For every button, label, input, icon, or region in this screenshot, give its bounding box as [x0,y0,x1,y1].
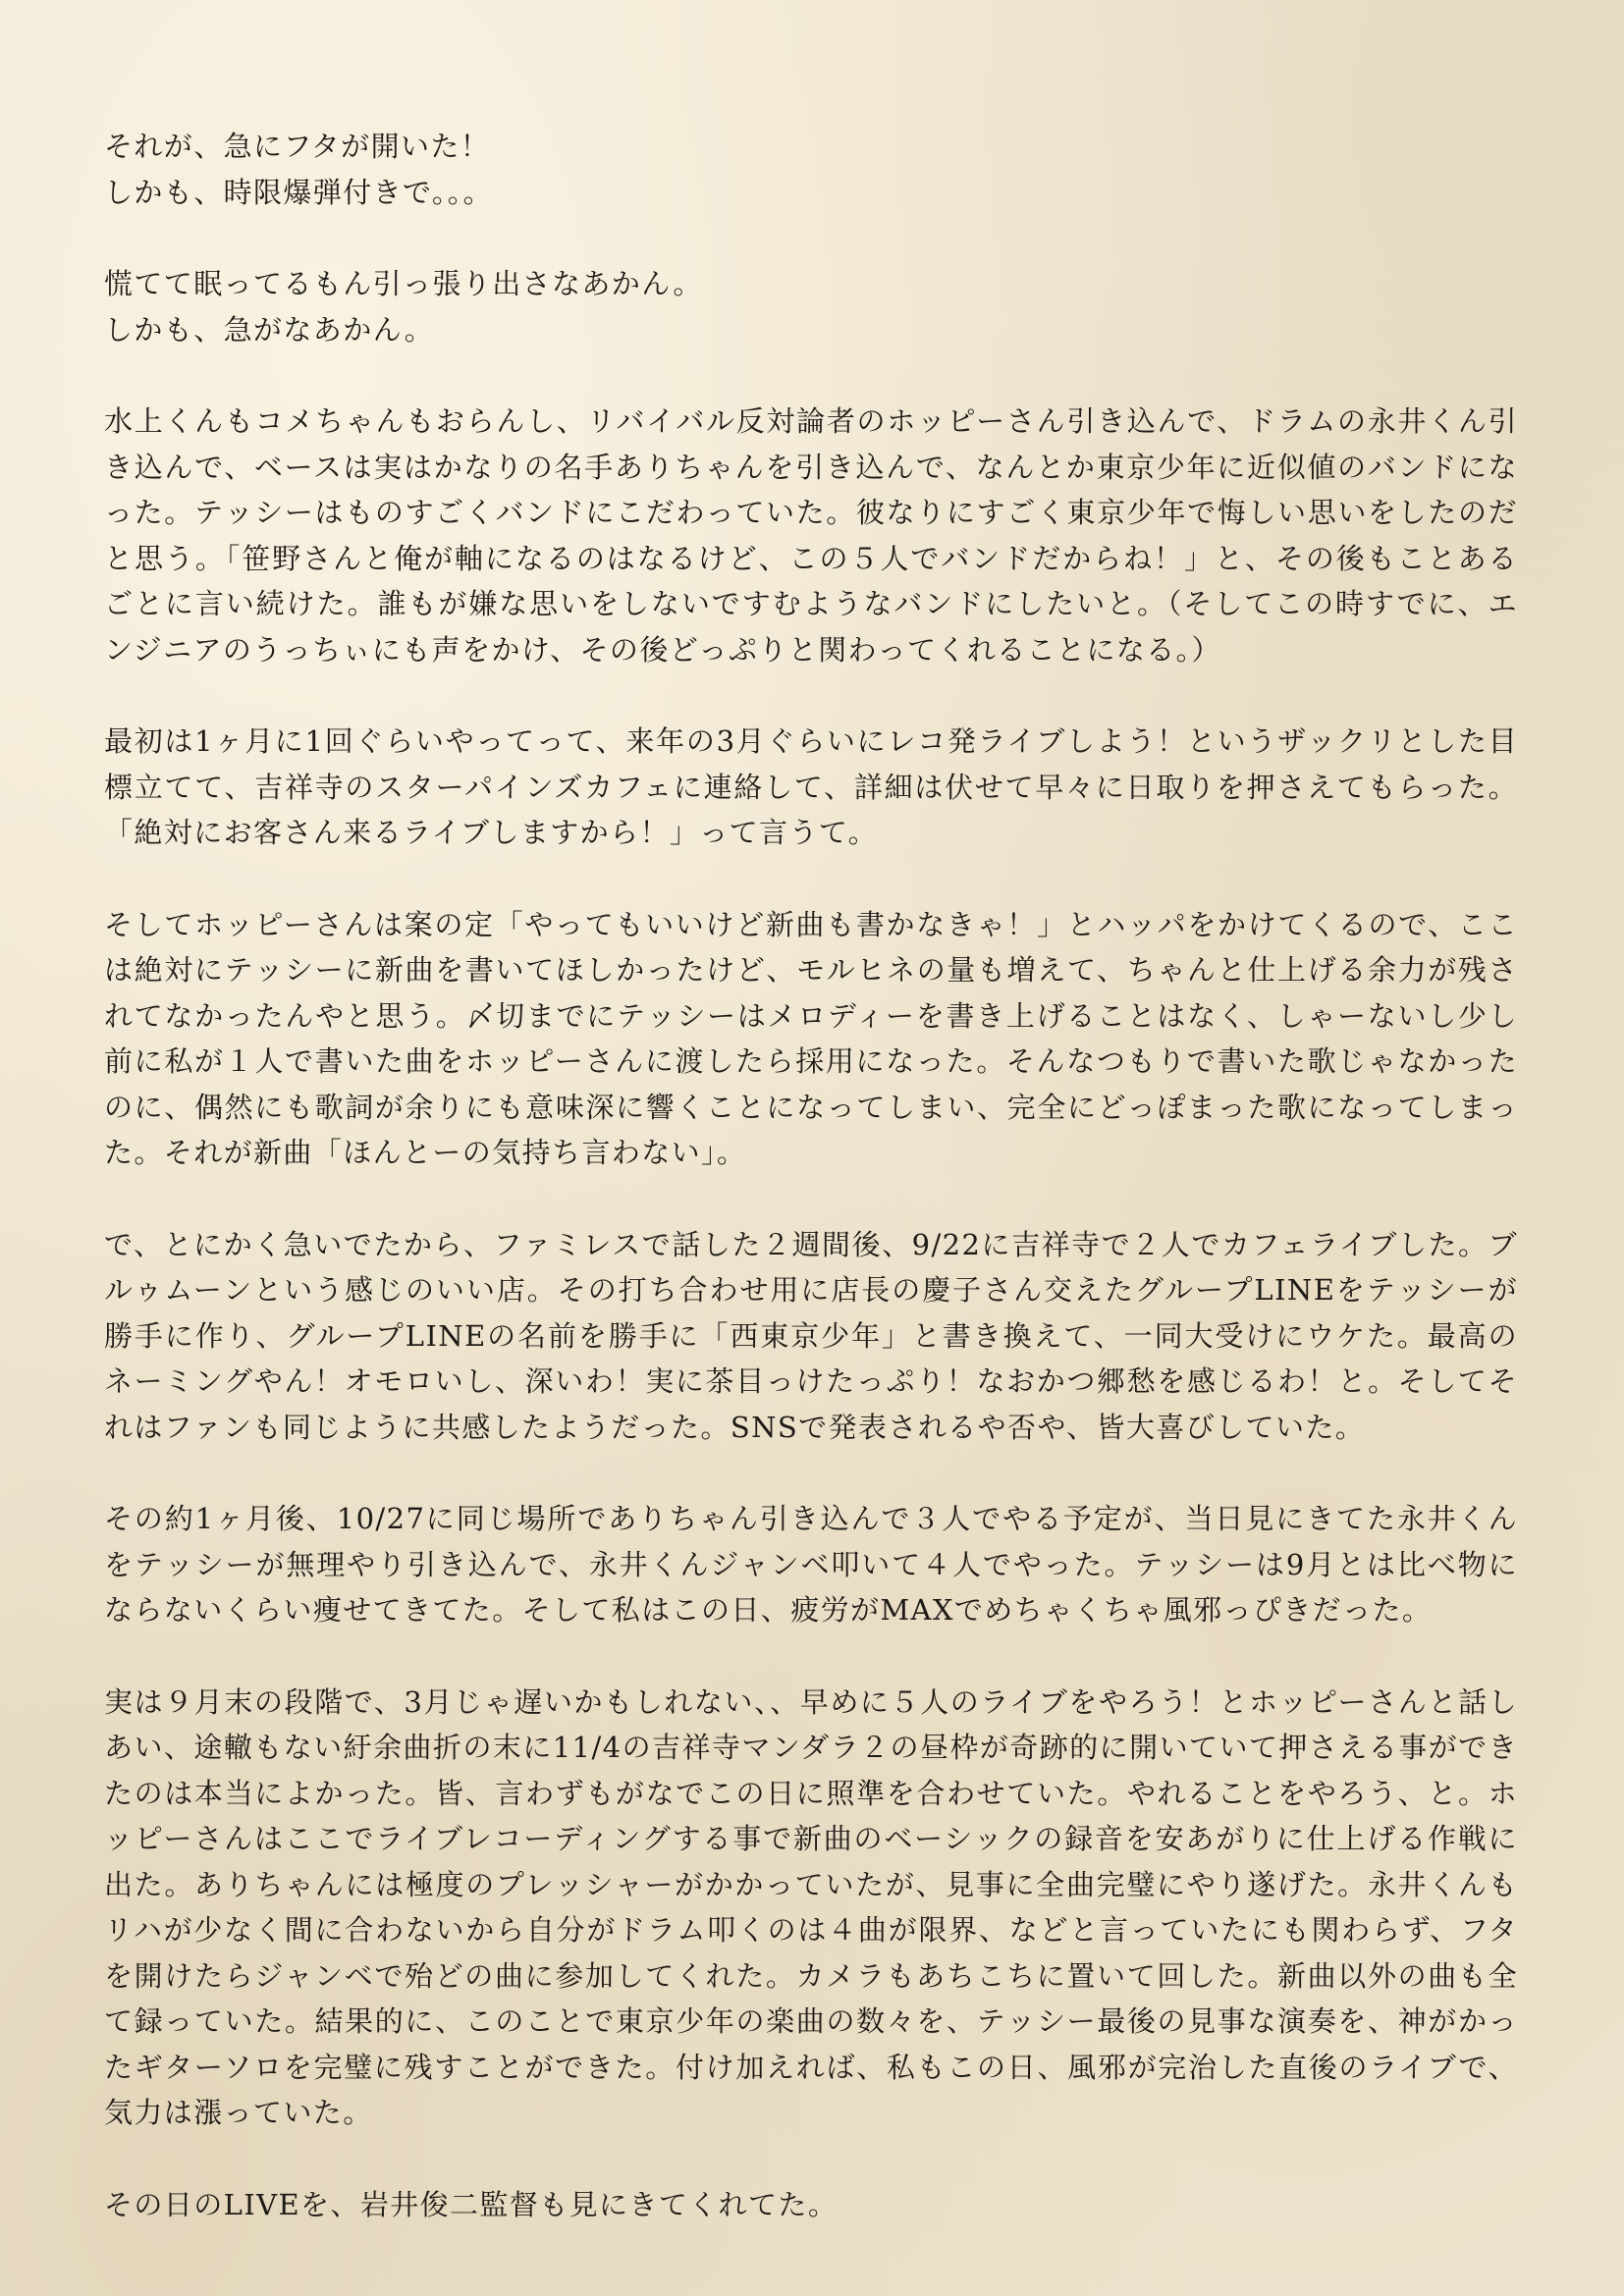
paragraph-3: 水上くんもコメちゃんもおらんし、リバイバル反対論者のホッピーさん引き込んで、ドラムの永井くん引き込んで、ベースは実はかなりの名手ありちゃんを引き込んで、なんとか東京少年に近似値のバンドになった。テッシーはものすごくバンドにこだわっていた。彼なりにすごく東京少年で悔しい思いをしたのだと思う。「笹野さんと俺が軸になるのはなるけど、この５人でバンドだからね！」と、その後もことあるごとに言い続けた。誰もが嫌な思いをしないですむようなバンドにしたいと。（そしてこの時すでに、エンジニアのうっちぃにも声をかけ、その後どっぷりと関わってくれることになる。） [104,404,1518,667]
paragraph-6: で、とにかく急いでたから、ファミレスで話した２週間後、9/22に吉祥寺で２人でカフェライブした。ブルゥムーンという感じのいい店。その打ち合わせ用に店長の慶子さん交えたグループLINEをテッシーが勝手に作り、グループLINEの名前を勝手に「西東京少年」と書き換えて、一同大受けにウケた。最高のネーミングやん！オモロいし、深いわ！実に茶目っけたっぷり！なおかつ郷愁を感じるわ！と。そしてそれはファンも同じように共感したようだった。SNSで発表されるや否や、皆大喜びしていた。 [104,1227,1518,1444]
paragraph-5: そしてホッピーさんは案の定「やってもいいけど新曲も書かなきゃ！」とハッパをかけてくるので、ここは絶対にテッシーに新曲を書いてほしかったけど、モルヒネの量も増えて、ちゃんと仕上げる余力が残されてなかったんやと思う。〆切までにテッシーはメロディーを書き上げることはなく、しゃーないし少し前に私が１人で書いた曲をホッピーさんに渡したら採用になった。そんなつもりで書いた歌じゃなかったのに、偶然にも歌詞が余りにも意味深に響くことになってしまい、完全にどっぽまった歌になってしまった。それが新曲「ほんとーの気持ち言わない」。 [104,907,1518,1169]
paragraph-9: その日のLIVEを、岩井俊二監督も見にきてくれてた。 [104,2187,839,2221]
paragraph-1: それが、急にフタが開いた！ しかも、時限爆弾付きで。。。 [104,130,494,209]
paragraph-4: 最初は1ヶ月に1回ぐらいやってって、来年の3月ぐらいにレコ発ライブしよう！というザックリとした目標立てて、吉祥寺のスターパインズカフェに連絡して、詳細は伏せて早々に日取りを押さえてもらった。「絶対にお客さん来るライブしますから！」って言うて。 [104,724,1518,849]
body-text [104,124,1518,2273]
paragraph-2: 慌てて眠ってるもん引っ張り出さなあかん。 しかも、急がなあかん。 [104,267,703,347]
paragraph-7: その約1ヶ月後、10/27に同じ場所でありちゃん引き込んで３人でやる予定が、当日見にきてた永井くんをテッシーが無理やり引き込んで、永井くんジャンベ叩いて４人でやった。テッシーは9月とは比べ物にならないくらい痩せてきてた。そして私はこの日、疲労がMAXでめちゃくちゃ風邪っぴきだった。 [104,1502,1518,1627]
paragraph-8: 実は９月末の段階で、3月じゃ遅いかもしれない、、早めに５人のライブをやろう！とホッピーさんと話しあい、途轍もない紆余曲折の末に11/4の吉祥寺マンダラ２の昼枠が奇跡的に開いていて押さえる事ができたのは本当によかった。皆、言わずもがなでこの日に照準を合わせていた。やれることをやろう、と。ホッピーさんはここでライブレコーディングする事で新曲のベーシックの録音を安あがりに仕上げる作戦に出た。ありちゃんには極度のプレッシャーがかかっていたが、見事に全曲完璧にやり遂げた。永井くんもリハが少なく間に合わないから自分がドラム叩くのは４曲が限界、などと言っていたにも関わらず、フタを開けたらジャンベで殆どの曲に参加してくれた。カメラもあちこちに置いて回した。新曲以外の曲も全て録っていた。結果的に、このことで東京少年の楽曲の数々を、テッシー最後の見事な演奏を、神がかったギターソロを完璧に残すことができた。付け加えれば、私もこの日、風邪が完治した直後のライブで、気力は漲っていた。 [104,1684,1518,2129]
